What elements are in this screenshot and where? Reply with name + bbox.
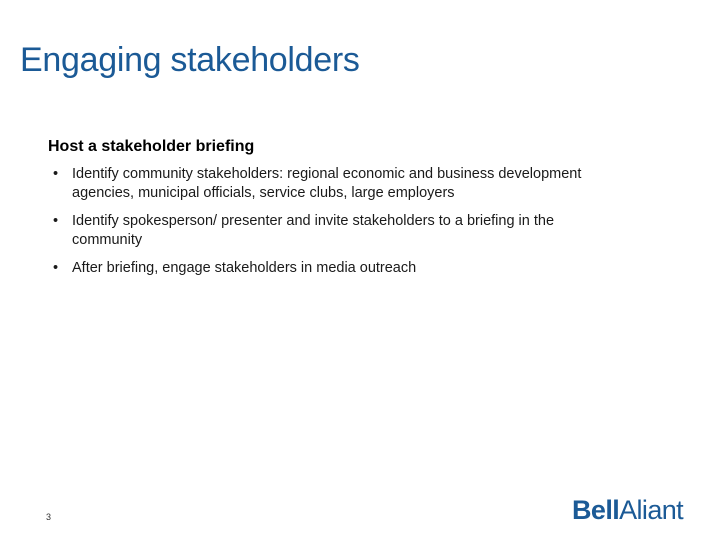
- slide-content: [48, 137, 608, 287]
- bullet-text: Identify spokesperson/ presenter and invite stakeholders to a briefing in the community: [72, 213, 555, 248]
- bullet-item: [48, 165, 608, 203]
- bullet-marker: •: [53, 260, 59, 276]
- subheading: Host a stakeholder briefing: [48, 138, 255, 155]
- bullet-item: [48, 259, 608, 278]
- bullet-marker: •: [53, 213, 59, 229]
- bullet-text: Identify community stakeholders: regional economic and business development agencies, municipal officials, service clubs, large employers: [72, 166, 582, 201]
- logo-bell-text: Bell: [572, 495, 620, 525]
- page-number: 3: [46, 512, 52, 522]
- bullet-text: After briefing, engage stakeholders in media outreach: [72, 260, 417, 276]
- bullet-marker: •: [53, 166, 59, 182]
- bullet-list: [48, 165, 608, 278]
- slide-title: Engaging stakeholders: [20, 40, 360, 79]
- bullet-item: [48, 212, 608, 250]
- logo-aliant-text: Aliant: [619, 495, 684, 525]
- bell-aliant-logo: [572, 494, 683, 526]
